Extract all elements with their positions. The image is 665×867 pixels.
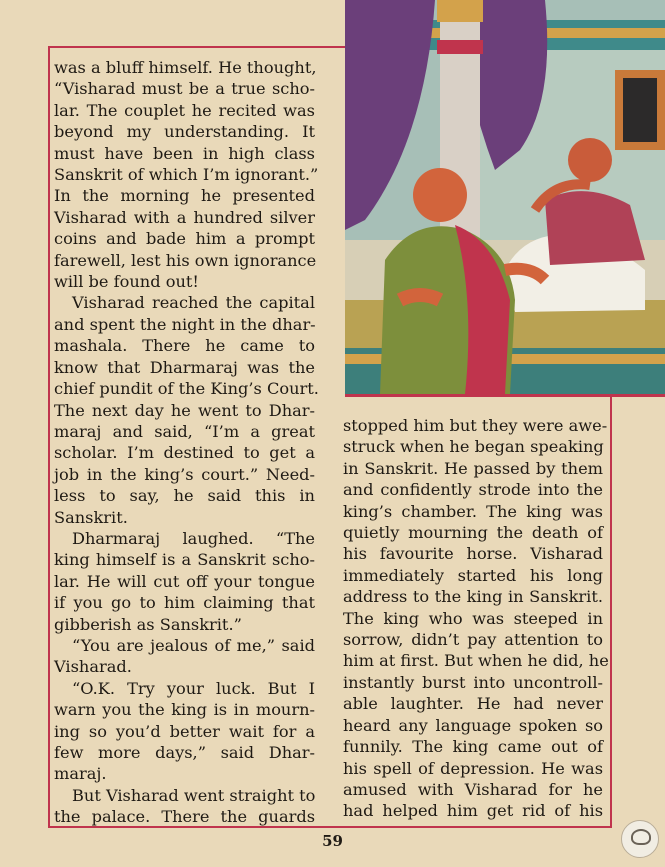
text-line: Dharmaraj laughed. “The xyxy=(72,528,315,548)
text-column-left xyxy=(54,57,319,828)
text-line: “O.K. Try your luck. But I xyxy=(72,678,315,698)
text-line: king himself is a Sanskrit scho- xyxy=(54,550,315,570)
text-line: was a bluff himself. He thought, xyxy=(54,58,317,77)
text-line: Visharad. xyxy=(54,657,132,677)
text-line: amused with Visharad for he xyxy=(343,779,603,799)
text-line: Sanskrit. xyxy=(54,507,128,527)
text-line: funnily. The king came out of xyxy=(343,737,603,757)
text-line: and confidently strode into the xyxy=(343,480,603,500)
text-line: and spent the night in the dhar- xyxy=(54,314,316,334)
text-line: farewell, lest his own ignorance xyxy=(54,250,317,270)
text-line: the palace. There the guards xyxy=(54,807,315,827)
text-line: address to the king in Sanskrit. xyxy=(343,587,603,607)
text-line: warn you the king is in mourn- xyxy=(54,700,315,720)
text-line: maraj. xyxy=(54,764,107,784)
text-line: will be found out! xyxy=(54,272,199,292)
text-line: beyond my understanding. It xyxy=(54,122,315,142)
text-line: instantly burst into uncontroll- xyxy=(343,672,603,692)
text-line: had helped him get rid of his xyxy=(343,801,603,821)
text-line: In the morning he presented xyxy=(54,186,315,206)
text-line: Visharad reached the capital xyxy=(72,293,315,313)
text-line: job in the king’s court.” Need- xyxy=(54,464,315,484)
text-line: must have been in high class xyxy=(54,143,315,163)
text-line: know that Dharmaraj was the xyxy=(54,357,315,377)
text-line: stopped him but they were awe- xyxy=(343,416,608,435)
text-line: coins and bade him a prompt xyxy=(54,229,315,249)
text-line: king’s chamber. The king was xyxy=(343,501,603,521)
text-line: Sanskrit of which I’m ignorant.” xyxy=(54,165,319,185)
text-line: gibberish as Sanskrit.” xyxy=(54,614,242,634)
text-line: “Visharad must be a true scho- xyxy=(54,79,315,99)
text-line: quietly mourning the death of xyxy=(343,523,603,543)
text-line: chief pundit of the King’s Court. xyxy=(54,379,319,399)
text-line: if you go to him claiming that xyxy=(54,593,315,613)
text-line: him at first. But when he did, he xyxy=(343,651,609,671)
text-line: less to say, he said this in xyxy=(54,486,315,506)
text-line: heard any language spoken so xyxy=(343,715,603,735)
text-line: But Visharad went straight to xyxy=(72,785,316,805)
text-line: struck when he began speaking xyxy=(343,437,604,457)
text-line: The next day he went to Dhar- xyxy=(54,400,315,420)
text-line: able laughter. He had never xyxy=(343,694,603,714)
text-line: immediately started his long xyxy=(343,565,603,585)
watermark-logo-icon xyxy=(621,820,659,858)
text-line: lar. He will cut off your tongue xyxy=(54,571,315,591)
text-line: The king who was steeped in xyxy=(343,608,603,628)
text-line: his spell of depression. He was xyxy=(343,758,603,778)
text-line: in Sanskrit. He passed by them xyxy=(343,458,603,478)
text-line: lar. The couplet he recited was xyxy=(54,100,315,120)
text-line: Visharad with a hundred silver xyxy=(54,207,315,227)
text-line: ing so you’d better wait for a xyxy=(54,721,315,741)
text-line: few more days,” said Dhar- xyxy=(54,743,315,762)
page-number: 59 xyxy=(322,832,343,850)
text-column-right xyxy=(343,415,609,822)
text-line: maraj and said, “I’m a great xyxy=(54,421,315,441)
text-line: his favourite horse. Visharad xyxy=(343,544,603,564)
text-line: mashala. There he came to xyxy=(54,336,315,356)
text-line: “You are jealous of me,” said xyxy=(72,635,315,655)
text-line: scholar. I’m destined to get a xyxy=(54,443,315,463)
text-line: sorrow, didn’t pay attention to xyxy=(343,630,603,650)
story-illustration xyxy=(345,0,665,397)
